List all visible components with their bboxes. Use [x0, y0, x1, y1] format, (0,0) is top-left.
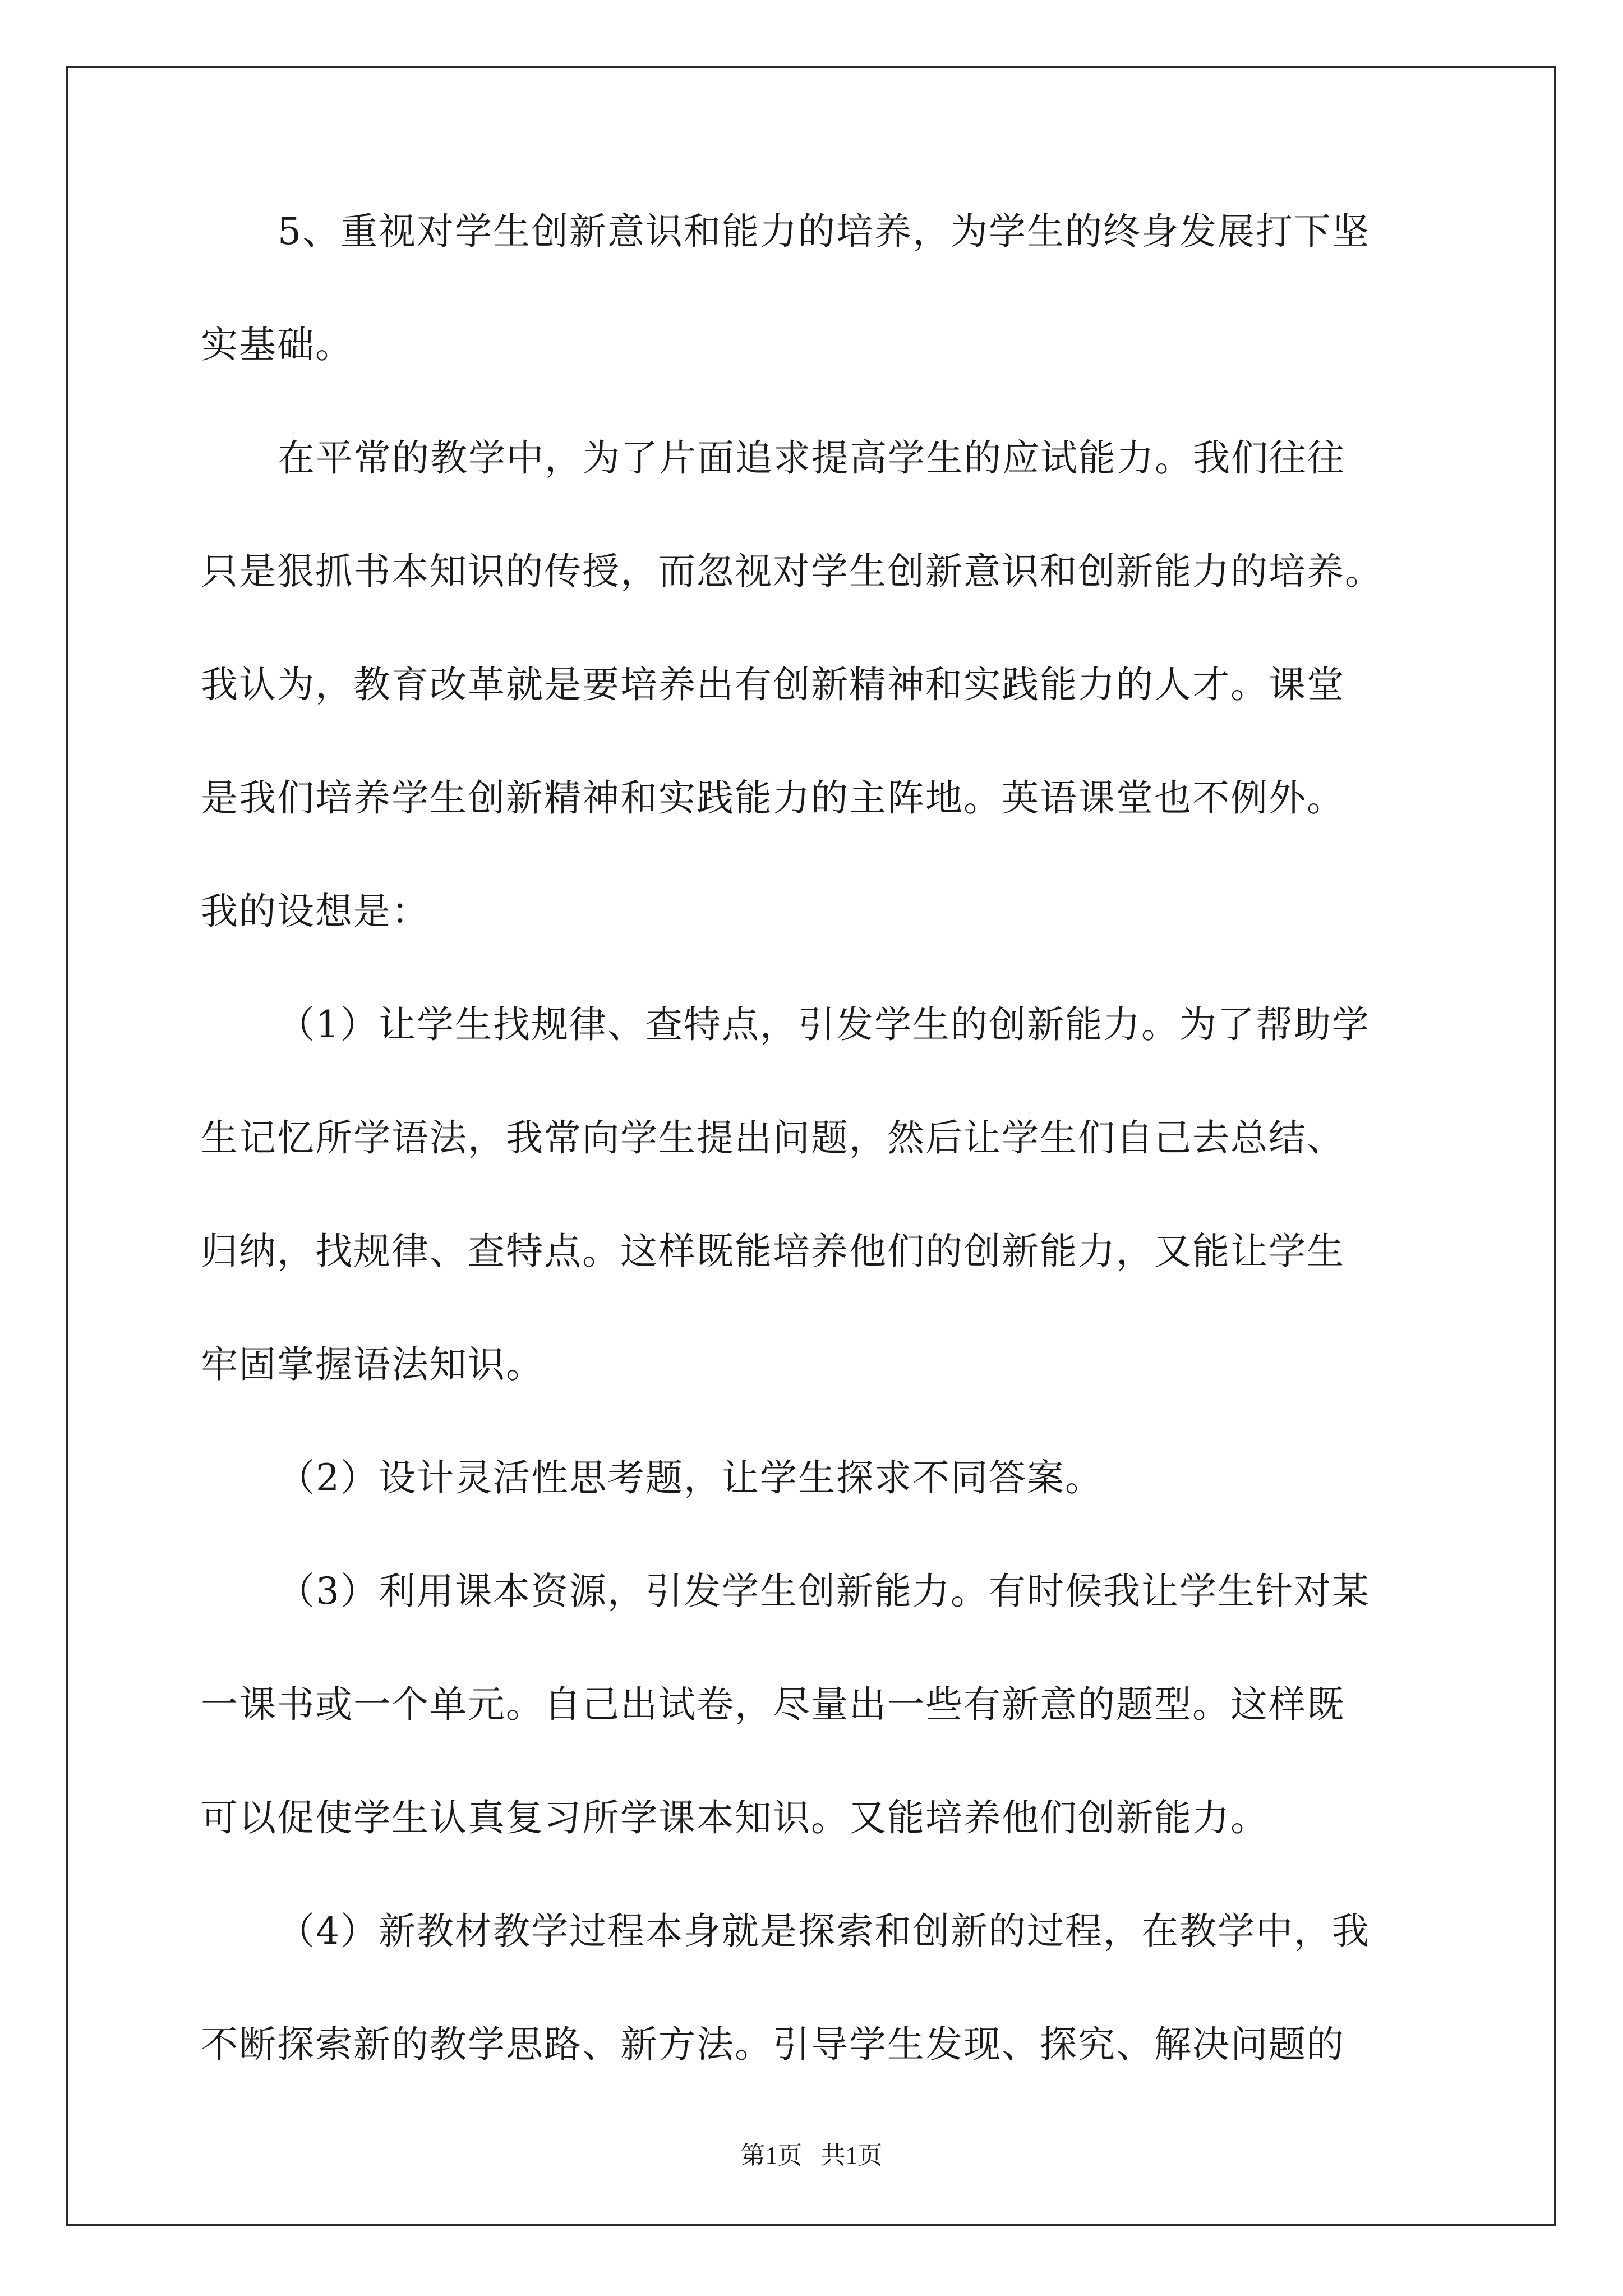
text-line: （2）设计灵活性思考题，让学生探求不同答案。: [278, 1456, 1103, 1499]
text-line: 在平常的教学中，为了片面追求提高学生的应试能力。我们往往: [278, 436, 1345, 480]
text-line: 一课书或一个单元。自己出试卷，尽量出一些有新意的题型。这样既: [201, 1683, 1345, 1726]
text-line: 5、重视对学生创新意识和能力的培养，为学生的终身发展打下坚: [278, 210, 1370, 253]
text-line: 只是狠抓书本知识的传授，而忽视对学生创新意识和创新能力的培养。: [201, 550, 1383, 593]
page-number-footer: 第1页 共1页: [740, 2142, 883, 2169]
text-line: 归纳，找规律、查特点。这样既能培养他们的创新能力，又能让学生: [201, 1230, 1345, 1273]
text-line: （4）新教材教学过程本身就是探索和创新的过程，在教学中，我: [278, 1910, 1370, 1953]
text-line: 我的设想是：: [201, 890, 430, 933]
text-line: 是我们培养学生创新精神和实践能力的主阵地。英语课堂也不例外。: [201, 776, 1345, 820]
text-line: 实基础。: [201, 323, 353, 366]
text-line: （1）让学生找规律、查特点，引发学生的创新能力。为了帮助学: [278, 1003, 1370, 1046]
text-line: 我认为，教育改革就是要培养出有创新精神和实践能力的人才。课堂: [201, 663, 1345, 706]
text-line: 可以促使学生认真复习所学课本知识。又能培养他们创新能力。: [201, 1796, 1269, 1839]
document-body: [201, 210, 1435, 2139]
text-line: 不断探索新的教学思路、新方法。引导学生发现、探究、解决问题的: [201, 2023, 1345, 2066]
text-line: 生记忆所学语法，我常向学生提出问题，然后让学生们自己去总结、: [201, 1116, 1345, 1159]
text-line: （3）利用课本资源，引发学生创新能力。有时候我让学生针对某: [278, 1570, 1370, 1613]
text-line: 牢固掌握语法知识。: [201, 1343, 544, 1386]
